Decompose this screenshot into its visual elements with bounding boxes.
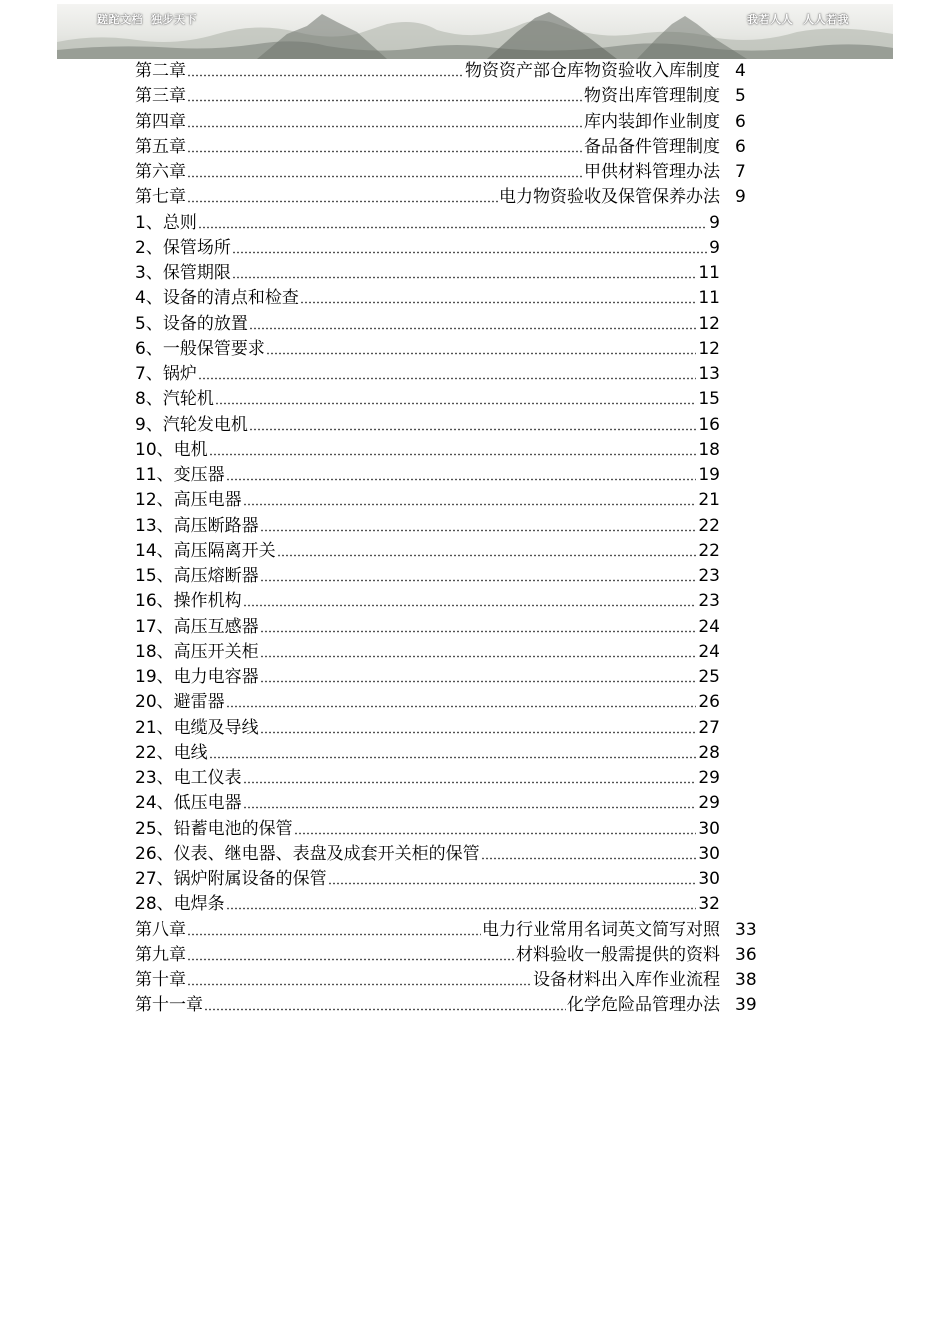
section-page-number: 23 [698,566,720,586]
leader-dots [215,387,697,412]
section-page-number: 21 [698,490,720,510]
chapter-page-number: 39 [735,995,757,1015]
toc-section-entry[interactable] [135,564,720,589]
banner-text-left-1: 蹉跎文档 [97,13,143,26]
chapter-title: 电力物资验收及保管保养办法 [499,187,720,207]
toc-section-entry[interactable] [135,615,720,640]
section-label: 2、保管场所 [135,238,231,258]
leader-dots [328,867,697,892]
leader-dots [300,286,697,311]
leader-dots [187,110,583,135]
section-label: 24、低压电器 [135,793,242,813]
toc-section-entry[interactable] [135,539,720,564]
section-page-number: 29 [698,793,720,813]
leader-dots [209,438,697,463]
toc-chapter-entry[interactable] [135,160,765,185]
section-page-number: 16 [698,415,720,435]
toc-section-entry[interactable] [135,716,720,741]
section-page-number: 9 [709,238,720,258]
section-page-number: 30 [698,869,720,889]
toc-section-entry[interactable] [135,514,720,539]
toc-section-entry[interactable] [135,892,720,917]
section-label: 5、设备的放置 [135,314,248,334]
section-label: 6、一般保管要求 [135,339,265,359]
leader-dots [187,84,583,109]
section-page-number: 15 [698,389,720,409]
section-label: 28、电焊条 [135,894,225,914]
section-page-number: 12 [698,339,720,359]
toc-section-entry[interactable] [135,665,720,690]
leader-dots [187,135,583,160]
leader-dots [204,993,566,1018]
section-label: 12、高压电器 [135,490,242,510]
chapter-title: 备品备件管理制度 [584,137,720,157]
leader-dots [481,842,697,867]
section-label: 17、高压互感器 [135,617,259,637]
section-label: 4、设备的清点和检查 [135,288,299,308]
section-page-number: 28 [698,743,720,763]
section-label: 26、仪表、继电器、表盘及成套开关柜的保管 [135,844,480,864]
section-page-number: 22 [698,541,720,561]
section-label: 15、高压熔断器 [135,566,259,586]
toc-section-entry[interactable] [135,261,720,286]
section-label: 25、铅蓄电池的保管 [135,819,293,839]
toc-chapter-entry[interactable] [135,84,765,109]
chapter-label: 第二章 [135,61,186,81]
section-page-number: 18 [698,440,720,460]
leader-dots [187,185,498,210]
section-label: 18、高压开关柜 [135,642,259,662]
banner-text-right-1: 我若人人 [747,13,793,26]
toc-section-entry[interactable] [135,337,720,362]
leader-dots [226,892,697,917]
chapter-title: 库内装卸作业制度 [584,112,720,132]
chapter-label: 第五章 [135,137,186,157]
toc-chapter-entry[interactable] [135,943,765,968]
chapter-title: 材料验收一般需提供的资料 [516,945,720,965]
chapter-page-number: 4 [735,61,746,81]
toc-section-entry[interactable] [135,741,720,766]
leader-dots [187,968,532,993]
toc-chapter-entry[interactable] [135,135,765,160]
section-page-number: 30 [698,844,720,864]
leader-dots [260,665,697,690]
toc-chapter-entry[interactable] [135,918,765,943]
toc-section-entry[interactable] [135,463,720,488]
toc-section-entry[interactable] [135,791,720,816]
chapter-label: 第八章 [135,920,186,940]
section-page-number: 11 [698,288,720,308]
banner-text-right-2: 人人若我 [803,13,849,26]
leader-dots [187,160,583,185]
section-page-number: 32 [698,894,720,914]
section-page-number: 25 [698,667,720,687]
leader-dots [260,640,697,665]
section-label: 27、锅炉附属设备的保管 [135,869,327,889]
chapter-title: 物资出库管理制度 [584,86,720,106]
section-page-number: 19 [698,465,720,485]
section-label: 13、高压断路器 [135,516,259,536]
chapter-page-number: 6 [735,112,746,132]
section-label: 9、汽轮发电机 [135,415,248,435]
section-page-number: 12 [698,314,720,334]
leader-dots [249,413,697,438]
banner-text-left-2: 独步天下 [151,13,197,26]
section-label: 14、高压隔离开关 [135,541,276,561]
toc-section-entry[interactable] [135,286,720,311]
leader-dots [249,312,697,337]
leader-dots [209,741,697,766]
leader-dots [243,791,697,816]
chapter-title: 设备材料出入库作业流程 [533,970,720,990]
leader-dots [266,337,697,362]
section-label: 1、总则 [135,213,197,233]
section-page-number: 22 [698,516,720,536]
section-page-number: 9 [709,213,720,233]
section-label: 21、电缆及导线 [135,718,259,738]
chapter-page-number: 38 [735,970,757,990]
leader-dots [187,59,464,84]
toc-chapter-entry[interactable] [135,59,765,84]
section-label: 20、避雷器 [135,692,225,712]
toc-chapter-entry[interactable] [135,110,765,135]
toc-section-entry[interactable] [135,211,720,236]
chapter-title: 物资资产部仓库物资验收入库制度 [465,61,720,81]
toc-section-entry[interactable] [135,842,720,867]
chapter-label: 第六章 [135,162,186,182]
chapter-page-number: 36 [735,945,757,965]
section-page-number: 26 [698,692,720,712]
section-label: 10、电机 [135,440,208,460]
section-label: 11、变压器 [135,465,225,485]
toc-section-entry[interactable] [135,640,720,665]
toc-section-entry[interactable] [135,690,720,715]
toc-section-entry[interactable] [135,236,720,261]
section-page-number: 30 [698,819,720,839]
section-label: 23、电工仪表 [135,768,242,788]
section-label: 16、操作机构 [135,591,242,611]
section-page-number: 23 [698,591,720,611]
leader-dots [243,488,697,513]
chapter-title: 甲供材料管理办法 [584,162,720,182]
chapter-title: 电力行业常用名词英文简写对照 [482,920,720,940]
chapter-title: 化学危险品管理办法 [567,995,720,1015]
section-label: 3、保管期限 [135,263,231,283]
leader-dots [187,943,515,968]
toc-chapter-entry[interactable] [135,993,765,1018]
toc-chapter-entry[interactable] [135,968,765,993]
toc-chapter-entry[interactable] [135,185,765,210]
chapter-page-number: 9 [735,187,746,207]
leader-dots [243,589,697,614]
leader-dots [232,236,707,261]
leader-dots [260,564,697,589]
leader-dots [294,817,697,842]
leader-dots [277,539,697,564]
leader-dots [198,211,707,236]
toc-section-entry[interactable] [135,867,720,892]
chapter-page-number: 6 [735,137,746,157]
chapter-page-number: 7 [735,162,746,182]
section-page-number: 24 [698,617,720,637]
toc-section-entry[interactable] [135,589,720,614]
toc-section-entry[interactable] [135,387,720,412]
toc-section-entry[interactable] [135,413,720,438]
section-page-number: 11 [698,263,720,283]
leader-dots [198,362,697,387]
toc-section-entry[interactable] [135,817,720,842]
leader-dots [232,261,697,286]
toc-section-entry[interactable] [135,488,720,513]
chapter-label: 第三章 [135,86,186,106]
section-page-number: 27 [698,718,720,738]
chapter-label: 第四章 [135,112,186,132]
leader-dots [226,463,697,488]
leader-dots [260,716,697,741]
chapter-label: 第七章 [135,187,186,207]
section-page-number: 24 [698,642,720,662]
leader-dots [226,690,697,715]
section-label: 22、电线 [135,743,208,763]
header-banner [57,4,893,59]
leader-dots [260,514,697,539]
toc-section-entry[interactable] [135,362,720,387]
leader-dots [187,918,481,943]
chapter-label: 第九章 [135,945,186,965]
section-label: 19、电力电容器 [135,667,259,687]
leader-dots [260,615,697,640]
chapter-page-number: 33 [735,920,757,940]
chapter-label: 第十一章 [135,995,203,1015]
section-label: 8、汽轮机 [135,389,214,409]
toc-section-entry[interactable] [135,766,720,791]
toc-section-entry[interactable] [135,438,720,463]
section-page-number: 13 [698,364,720,384]
section-page-number: 29 [698,768,720,788]
toc-section-entry[interactable] [135,312,720,337]
chapter-page-number: 5 [735,86,746,106]
section-label: 7、锅炉 [135,364,197,384]
leader-dots [243,766,697,791]
chapter-label: 第十章 [135,970,186,990]
